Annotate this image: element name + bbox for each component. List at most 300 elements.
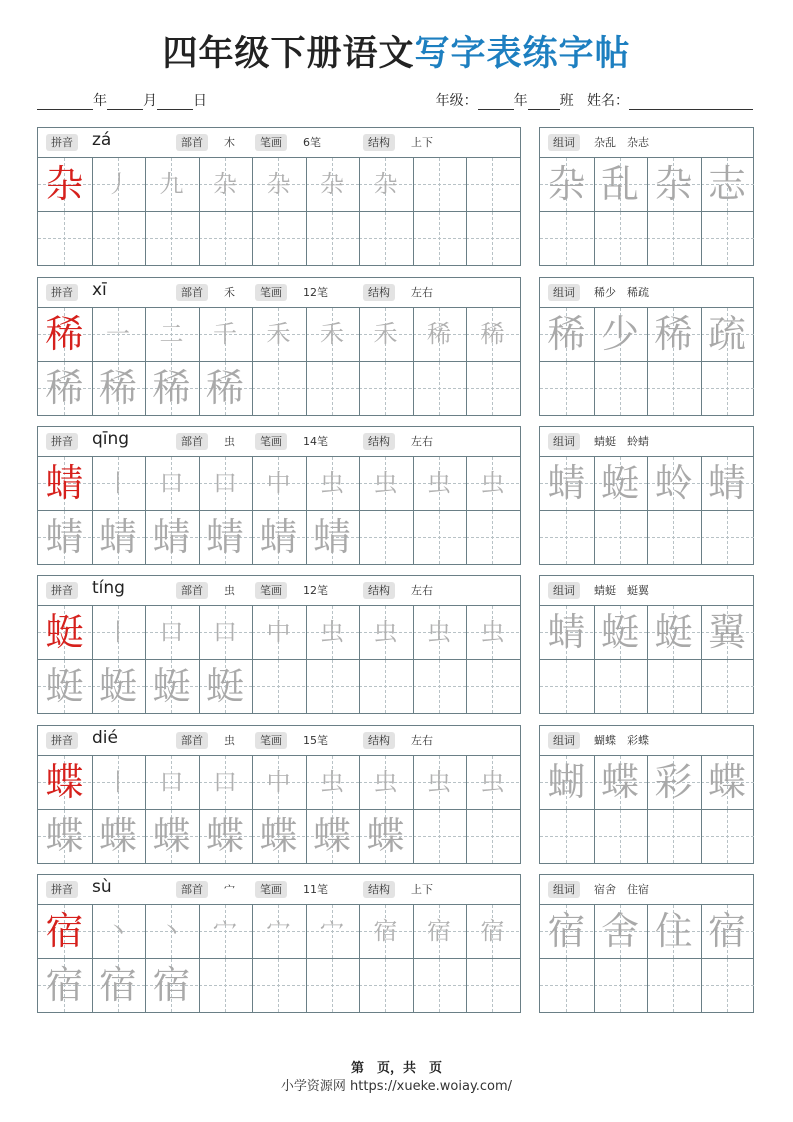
trace-cell[interactable]: [252, 511, 305, 564]
trace-cell[interactable]: [199, 511, 252, 564]
guide-line: [540, 238, 593, 239]
practice-char: 蝶: [312, 813, 351, 858]
radical-tag: 部首: [176, 582, 208, 599]
word-blank-cell[interactable]: [647, 212, 700, 265]
word-blank-cell[interactable]: [701, 959, 754, 1012]
word-header: [540, 726, 753, 756]
site-credit: 小学资源网 https://xueke.woiay.com/: [280, 1079, 513, 1094]
word-blank-cell[interactable]: [540, 511, 593, 564]
practice-char: 宀: [213, 917, 237, 945]
stroke-order-cell[interactable]: [359, 457, 412, 510]
trace-cell[interactable]: [306, 959, 359, 1012]
pinyin-tag: 拼音: [46, 582, 78, 599]
practice-char: 蜓: [45, 663, 84, 708]
trace-cell[interactable]: [466, 511, 519, 564]
trace-cell[interactable]: [359, 660, 412, 713]
word-trace-cell[interactable]: [540, 158, 593, 211]
pinyin-value: tíng: [92, 578, 125, 598]
stroke-order-cell[interactable]: [92, 158, 145, 211]
trace-cell[interactable]: [306, 660, 359, 713]
guide-line: [466, 985, 519, 986]
info-row: [37, 90, 753, 112]
stroke-order-cell[interactable]: [145, 756, 198, 809]
guide-line: [359, 686, 412, 687]
trace-cell[interactable]: [38, 511, 91, 564]
trace-cell[interactable]: [466, 959, 519, 1012]
guide-line: [306, 238, 359, 239]
stroke-order-cell[interactable]: [466, 158, 519, 211]
pinyin-tag: 拼音: [46, 732, 78, 749]
word-trace-cell[interactable]: [701, 308, 754, 361]
practice-char: 虫: [320, 469, 344, 497]
practice-char: 中: [266, 618, 291, 646]
strokes-value: 14笔: [303, 435, 328, 448]
trace-cell[interactable]: [413, 959, 466, 1012]
trace-cell[interactable]: [199, 959, 252, 1012]
guide-line: [594, 388, 647, 389]
grid-divider: [540, 211, 753, 212]
word-blank-cell[interactable]: [540, 362, 593, 415]
trace-cell[interactable]: [145, 511, 198, 564]
word-blank-cell[interactable]: [540, 660, 593, 713]
stroke-order-cell[interactable]: [92, 606, 145, 659]
trace-cell[interactable]: [306, 362, 359, 415]
grid-divider: [38, 958, 520, 959]
pinyin-tag: 拼音: [46, 284, 78, 301]
word-trace-cell[interactable]: [540, 457, 593, 510]
word-trace-cell[interactable]: [647, 457, 700, 510]
word-trace-cell[interactable]: [701, 756, 754, 809]
practice-char: 虫: [373, 469, 398, 497]
strokes-tag: 笔画: [255, 433, 287, 450]
word-blank-cell[interactable]: [647, 959, 700, 1012]
word-char: 宿: [707, 909, 746, 953]
guide-line: [701, 686, 754, 687]
word-trace-cell[interactable]: [540, 606, 593, 659]
stroke-order-cell[interactable]: [359, 756, 412, 809]
word-trace-cell[interactable]: [647, 606, 700, 659]
guide-line: [701, 985, 754, 986]
structure-value: 上下: [411, 883, 433, 896]
guide-line: [466, 537, 519, 538]
stroke-order-cell[interactable]: [252, 606, 305, 659]
trace-cell[interactable]: [413, 660, 466, 713]
stroke-order-cell[interactable]: [413, 457, 466, 510]
stroke-order-cell[interactable]: [252, 905, 305, 958]
word-trace-cell[interactable]: [647, 308, 700, 361]
practice-char: 口: [213, 469, 237, 497]
word-trace-cell[interactable]: [594, 158, 647, 211]
guide-line: [413, 537, 466, 538]
trace-cell[interactable]: [38, 810, 91, 863]
trace-cell[interactable]: [199, 212, 252, 265]
class-blank[interactable]: [528, 95, 560, 110]
guide-line: [413, 836, 466, 837]
stroke-order-cell[interactable]: [145, 457, 198, 510]
trace-cell[interactable]: [92, 959, 145, 1012]
grade-blank[interactable]: [478, 95, 514, 110]
word-panel: [539, 277, 754, 416]
word-trace-cell[interactable]: [540, 308, 593, 361]
practice-block: [37, 725, 754, 864]
trace-cell[interactable]: [466, 810, 519, 863]
stroke-order-cell[interactable]: [413, 756, 466, 809]
word-header: [540, 875, 753, 905]
practice-char: 蝶: [205, 813, 244, 858]
guide-line: [359, 537, 412, 538]
words-tag: 组词: [548, 433, 580, 450]
guide-line: [594, 537, 647, 538]
word-char: 稀: [547, 312, 586, 356]
structure-value: 左右: [411, 286, 433, 299]
practice-char: 蜓: [98, 663, 137, 708]
trace-cell[interactable]: [252, 362, 305, 415]
stroke-order-cell[interactable]: [413, 905, 466, 958]
practice-char: 禾: [373, 320, 398, 348]
trace-cell[interactable]: [38, 212, 91, 265]
word-trace-cell[interactable]: [701, 158, 754, 211]
model-character-cell[interactable]: [38, 308, 91, 361]
word-trace-cell[interactable]: [594, 905, 647, 958]
structure-value: 左右: [411, 584, 433, 597]
guide-line: [594, 985, 647, 986]
words-tag: 组词: [548, 881, 580, 898]
word-trace-cell[interactable]: [647, 756, 700, 809]
name-blank[interactable]: [629, 95, 753, 110]
practice-char: 蜻: [259, 514, 298, 559]
trace-cell[interactable]: [92, 362, 145, 415]
stroke-order-cell[interactable]: [199, 308, 252, 361]
word-blank-cell[interactable]: [647, 660, 700, 713]
stroke-order-cell[interactable]: [145, 905, 198, 958]
year-blank[interactable]: [37, 95, 93, 110]
practice-char: 杂: [320, 170, 344, 198]
guide-line: [252, 686, 305, 687]
word-blank-cell[interactable]: [594, 212, 647, 265]
strokes-tag: 笔画: [255, 284, 287, 301]
practice-char: 禾: [320, 320, 344, 348]
trace-cell[interactable]: [38, 362, 91, 415]
stroke-order-cell[interactable]: [252, 756, 305, 809]
word-trace-cell[interactable]: [594, 308, 647, 361]
guide-line: [540, 686, 593, 687]
trace-cell[interactable]: [359, 362, 412, 415]
month-label: 月: [143, 93, 157, 109]
pinyin-value: sù: [92, 877, 112, 897]
word-char: 蛉: [654, 461, 693, 505]
words-value: 蜻蜓 蜓翼: [594, 584, 649, 597]
trace-cell[interactable]: [252, 212, 305, 265]
radical-tag: 部首: [176, 881, 208, 898]
stroke-order-cell[interactable]: [306, 158, 359, 211]
stroke-order-cell[interactable]: [199, 457, 252, 510]
word-char: 蜻: [547, 461, 586, 505]
trace-cell[interactable]: [413, 810, 466, 863]
word-blank-cell[interactable]: [594, 362, 647, 415]
guide-line: [306, 985, 359, 986]
guide-line: [540, 537, 593, 538]
character-panel: [37, 277, 521, 416]
words-value: 蝴蝶 彩蝶: [594, 734, 649, 747]
stroke-order-cell[interactable]: [252, 158, 305, 211]
practice-char: 口: [159, 618, 184, 646]
word-char: 蜓: [600, 610, 639, 654]
practice-char: 千: [213, 320, 237, 348]
practice-char: 口: [213, 618, 237, 646]
practice-char: 蜻: [45, 514, 84, 559]
trace-cell[interactable]: [92, 511, 145, 564]
trace-cell[interactable]: [38, 959, 91, 1012]
trace-cell[interactable]: [199, 810, 252, 863]
trace-cell[interactable]: [252, 959, 305, 1012]
trace-cell[interactable]: [145, 959, 198, 1012]
word-blank-cell[interactable]: [701, 660, 754, 713]
guide-line: [701, 836, 754, 837]
guide-line: [647, 686, 700, 687]
word-char: 乱: [600, 162, 639, 206]
words-value: 稀少 稀疏: [594, 286, 649, 299]
word-blank-cell[interactable]: [594, 810, 647, 863]
word-blank-cell[interactable]: [594, 511, 647, 564]
trace-cell[interactable]: [38, 660, 91, 713]
model-character-cell[interactable]: [38, 756, 91, 809]
words-tag: 组词: [548, 134, 580, 151]
guide-line: [701, 388, 754, 389]
stroke-order-cell[interactable]: [413, 308, 466, 361]
guide-line: [38, 238, 91, 239]
trace-cell[interactable]: [306, 511, 359, 564]
structure-tag: 结构: [363, 881, 395, 898]
stroke-order-cell[interactable]: [306, 905, 359, 958]
guide-line: [359, 388, 412, 389]
stroke-order-cell[interactable]: [92, 756, 145, 809]
stroke-order-cell[interactable]: [145, 606, 198, 659]
character-info-header: [38, 278, 520, 308]
pinyin-value: qīng: [92, 429, 130, 449]
page-title: [0, 26, 793, 76]
word-blank-cell[interactable]: [540, 810, 593, 863]
practice-char: 蜻: [312, 514, 351, 559]
word-char: 蝶: [707, 760, 746, 804]
words-value: 杂乱 杂志: [594, 136, 649, 149]
practice-char: 蜻: [152, 514, 191, 559]
word-trace-cell[interactable]: [701, 457, 754, 510]
word-blank-cell[interactable]: [540, 212, 593, 265]
stroke-order-cell[interactable]: [145, 308, 198, 361]
stroke-order-cell[interactable]: [306, 756, 359, 809]
stroke-order-cell[interactable]: [466, 457, 519, 510]
trace-cell[interactable]: [145, 810, 198, 863]
guide-line: [647, 238, 700, 239]
stroke-order-cell[interactable]: [466, 606, 519, 659]
stroke-order-cell[interactable]: [359, 905, 412, 958]
word-panel: [539, 426, 754, 565]
guide-line: [413, 184, 466, 185]
trace-cell[interactable]: [145, 212, 198, 265]
guide-line: [647, 836, 700, 837]
word-trace-cell[interactable]: [540, 756, 593, 809]
trace-cell[interactable]: [145, 362, 198, 415]
model-character-cell[interactable]: [38, 905, 91, 958]
word-blank-cell[interactable]: [594, 959, 647, 1012]
structure-tag: 结构: [363, 433, 395, 450]
stroke-order-cell[interactable]: [466, 756, 519, 809]
strokes-tag: 笔画: [255, 582, 287, 599]
trace-cell[interactable]: [92, 660, 145, 713]
writing-grid: [38, 606, 520, 713]
stroke-order-cell[interactable]: [199, 756, 252, 809]
word-trace-cell[interactable]: [701, 905, 754, 958]
word-char: 翼: [707, 610, 746, 654]
stroke-order-cell[interactable]: [359, 606, 412, 659]
character-panel: [37, 874, 521, 1013]
word-header: [540, 576, 753, 606]
grid-divider: [540, 809, 753, 810]
writing-grid: [38, 308, 520, 415]
word-panel: [539, 575, 754, 714]
trace-cell[interactable]: [145, 660, 198, 713]
practice-char: 宿: [373, 917, 398, 945]
word-trace-cell[interactable]: [540, 905, 593, 958]
character-info-header: [38, 875, 520, 905]
practice-char: 口: [159, 469, 184, 497]
page-number: 第 页，共 页: [350, 1061, 442, 1076]
stroke-order-cell[interactable]: [306, 308, 359, 361]
grid-divider: [540, 361, 753, 362]
stroke-order-cell[interactable]: [199, 606, 252, 659]
word-blank-cell[interactable]: [701, 212, 754, 265]
trace-cell[interactable]: [252, 810, 305, 863]
practice-char: 蝶: [366, 813, 405, 858]
guide-line: [413, 686, 466, 687]
date-fields: [37, 90, 207, 110]
trace-cell[interactable]: [359, 810, 412, 863]
word-blank-cell[interactable]: [701, 810, 754, 863]
word-blank-cell[interactable]: [647, 511, 700, 564]
trace-cell[interactable]: [199, 660, 252, 713]
trace-cell[interactable]: [252, 660, 305, 713]
stroke-order-cell[interactable]: [92, 457, 145, 510]
word-char: 住: [654, 909, 693, 953]
trace-cell[interactable]: [359, 959, 412, 1012]
practice-char: 杂: [373, 170, 398, 198]
guide-line: [594, 686, 647, 687]
stroke-order-cell[interactable]: [252, 308, 305, 361]
guide-line: [466, 388, 519, 389]
practice-char: 稀: [205, 365, 244, 410]
stroke-order-cell[interactable]: [199, 905, 252, 958]
day-blank[interactable]: [157, 95, 193, 110]
word-grid: [540, 158, 753, 265]
month-blank[interactable]: [107, 95, 143, 110]
stroke-order-cell[interactable]: [466, 308, 519, 361]
word-char: 志: [707, 162, 746, 206]
stroke-order-cell[interactable]: [413, 158, 466, 211]
trace-cell[interactable]: [359, 212, 412, 265]
character-panel: [37, 575, 521, 714]
word-trace-cell[interactable]: [594, 756, 647, 809]
character-panel: [37, 426, 521, 565]
stroke-order-cell[interactable]: [359, 308, 412, 361]
practice-char: 宿: [98, 962, 137, 1007]
model-character-cell[interactable]: [38, 457, 91, 510]
stroke-order-cell[interactable]: [199, 158, 252, 211]
practice-char: 蝶: [98, 813, 137, 858]
trace-cell[interactable]: [413, 212, 466, 265]
word-trace-cell[interactable]: [594, 606, 647, 659]
word-header: [540, 427, 753, 457]
structure-value: 左右: [411, 734, 433, 747]
trace-cell[interactable]: [306, 212, 359, 265]
student-fields: [436, 90, 753, 110]
trace-cell[interactable]: [199, 362, 252, 415]
practice-char: 虫: [427, 768, 451, 796]
word-grid: [540, 606, 753, 713]
stroke-order-cell[interactable]: [306, 606, 359, 659]
word-blank-cell[interactable]: [701, 362, 754, 415]
guide-line: [92, 238, 145, 239]
guide-line: [466, 836, 519, 837]
structure-value: 上下: [411, 136, 433, 149]
word-blank-cell[interactable]: [647, 810, 700, 863]
practice-char: 蜓: [152, 663, 191, 708]
grid-divider: [540, 510, 753, 511]
grid-divider: [38, 659, 520, 660]
stroke-order-cell[interactable]: [145, 158, 198, 211]
word-blank-cell[interactable]: [540, 959, 593, 1012]
guide-line: [199, 985, 252, 986]
guide-line: [145, 238, 198, 239]
word-trace-cell[interactable]: [647, 158, 700, 211]
practice-char: 蜻: [45, 461, 84, 505]
word-blank-cell[interactable]: [594, 660, 647, 713]
guide-line: [466, 184, 519, 185]
practice-char: 禾: [266, 320, 291, 348]
practice-char: 宀: [320, 917, 344, 945]
radical-tag: 部首: [176, 284, 208, 301]
trace-cell[interactable]: [92, 212, 145, 265]
stroke-order-cell[interactable]: [413, 606, 466, 659]
trace-cell[interactable]: [306, 810, 359, 863]
trace-cell[interactable]: [413, 362, 466, 415]
trace-cell[interactable]: [466, 362, 519, 415]
practice-char: 中: [266, 469, 291, 497]
trace-cell[interactable]: [92, 810, 145, 863]
stroke-order-cell[interactable]: [306, 457, 359, 510]
stroke-order-cell[interactable]: [92, 308, 145, 361]
word-trace-cell[interactable]: [701, 606, 754, 659]
trace-cell[interactable]: [466, 212, 519, 265]
trace-cell[interactable]: [359, 511, 412, 564]
strokes-value: 6笔: [303, 136, 321, 149]
stroke-order-cell[interactable]: [252, 457, 305, 510]
stroke-order-cell[interactable]: [359, 158, 412, 211]
word-trace-cell[interactable]: [647, 905, 700, 958]
stroke-order-cell[interactable]: [92, 905, 145, 958]
word-blank-cell[interactable]: [647, 362, 700, 415]
practice-char: 虫: [480, 618, 505, 646]
word-blank-cell[interactable]: [701, 511, 754, 564]
word-char: 疏: [707, 312, 746, 356]
grid-divider: [38, 361, 520, 362]
pinyin-tag: 拼音: [46, 134, 78, 151]
word-trace-cell[interactable]: [594, 457, 647, 510]
model-character-cell[interactable]: [38, 606, 91, 659]
trace-cell[interactable]: [413, 511, 466, 564]
stroke-order-cell[interactable]: [466, 905, 519, 958]
trace-cell[interactable]: [466, 660, 519, 713]
model-character-cell[interactable]: [38, 158, 91, 211]
